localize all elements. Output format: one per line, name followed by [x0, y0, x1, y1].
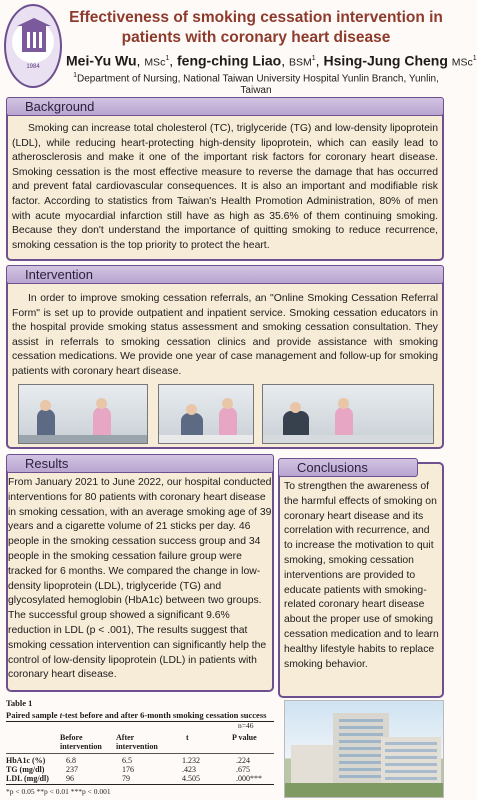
hospital-logo	[4, 4, 62, 88]
conclusions-heading: Conclusions	[278, 458, 418, 477]
table-header: After intervention	[116, 733, 158, 751]
hospital-building-photo	[284, 700, 444, 798]
author-degree: MSc	[451, 56, 473, 69]
author-name: feng-ching Liao	[177, 52, 282, 69]
table-cell: 4.505	[182, 774, 200, 783]
table-n: n=46	[238, 721, 254, 730]
intervention-text: In order to improve smoking cessation referrals, an "Online Smoking Cessation Referral Form" is set up to provide outpatient and inpatient service. Smoking cessation educators in the hospital provide smoking status assessment and smoking cessation consultation. They assist in referrals to smoking cessation clinics and provide assistance with smoking cessation medications. We provide one year of case management and follow-up for smoking patients with coronary heart disease.	[12, 293, 438, 377]
table-footnote: *p < 0.05 **p < 0.01 ***p < 0.001	[6, 787, 111, 796]
consultation-photo-1	[18, 384, 148, 444]
affiliation-sup: 1	[73, 72, 78, 79]
table-cell: 6.5	[122, 756, 132, 765]
table-cell: 79	[122, 774, 130, 783]
table-header: t	[186, 733, 189, 742]
background-text: Smoking can increase total cholesterol (TC), triglyceride (TG) and low-density lipoprotein (LDL), while reducing heart-protecting high-density lipoprotein, which can easily lead to atherosclerosis and make it one of the important risk factors for coronary heart disease. Smoking cessation is the most effective measure to reverse the damage that has occurred and prevent fatal cardiovascular consequences. It is also an important and modifiable risk factor. According to statistics from Taiwan's Health Promotion Administration, 80% of men with acute myocardial infarction still have as high as 35.6% of them continuing smoking. Because they don't understand the importance of quitting smoking to reduce recurrence, smoking cessation is the top priority to protect the heart.	[12, 123, 438, 251]
author-degree: MSc	[144, 56, 166, 69]
intervention-heading: Intervention	[6, 265, 444, 284]
table-cell: .423	[182, 765, 196, 774]
consultation-photo-3	[262, 384, 434, 444]
results-table	[6, 698, 276, 798]
results-heading: Results	[6, 454, 274, 473]
table-row-label: HbA1c (%)	[6, 756, 46, 765]
table-header: P value	[232, 733, 257, 742]
poster-title: Effectiveness of smoking cessation intervention in patients with coronary heart disease	[69, 9, 443, 46]
table-cell: 176	[122, 765, 134, 774]
author-name: Mei-Yu Wu	[66, 52, 137, 69]
table-cell: .675	[236, 765, 250, 774]
table-title: Paired sample t-test before and after 6-month smoking cessation success	[6, 710, 267, 720]
table-cell: 237	[66, 765, 78, 774]
building-icon	[22, 26, 46, 52]
table-cell: .000***	[236, 774, 262, 783]
author-sup: 1	[472, 55, 477, 62]
author-line: Mei-Yu Wu, MSc$^1$, feng-ching Liao, BSM$^1$, Hsing-Jung Cheng MSc$^1$	[66, 52, 477, 69]
table-cell: 1.232	[182, 756, 200, 765]
table-cell: .224	[236, 756, 250, 765]
table-label: Table 1	[6, 698, 33, 708]
author-degree: BSM	[289, 56, 312, 69]
background-heading: Background	[6, 97, 444, 116]
logo-year: 1984	[26, 64, 40, 70]
table-row-label: LDL (mg/dl)	[6, 774, 49, 783]
table-header: Before intervention	[60, 733, 102, 751]
consultation-photo-2	[158, 384, 254, 444]
author-sup: 1	[311, 55, 316, 62]
table-row-label: TG (mg/dl)	[6, 765, 45, 774]
author-name: Hsing-Jung Cheng	[323, 52, 448, 69]
table-cell: 6.8	[66, 756, 76, 765]
table-cell: 96	[66, 774, 74, 783]
results-text: From January 2021 to June 2022, our hospital conducted interventions for 80 patients with coronary heart disease in smoking cessation, with an average smoking age of 39 years and a cigarette volume of 21 sticks per day. 46 people in the smoking cessation success group and 34 people in the smoking cessation failure group were tracked for 6 months. We compared the change in low-density lipoprotein (LDL), triglyceride (TG) and glycosylated hemoglobin (HbA1c) between two groups. The successful group showed a significant 9.6% reduction in LDL (p < .001), The results suggest that smoking cessation intervention can significantly help the control of low-density lipoprotein (LDL) in patients with coronary heart disease.	[8, 477, 272, 681]
author-sup: 1	[165, 55, 170, 62]
affiliation	[66, 70, 446, 97]
conclusions-text: To strengthen the awareness of the harmful effects of smoking on coronary heart disease and its correlation with recurrence, and to increase the motivation to quit smoking, smoking cessation interventions are provided to educate patients with smoking-related coronary heart disease about the proper use of smoking cessation medication and to learn healthy lifestyle habits to replace smoking behavior.	[284, 481, 439, 670]
affiliation-text: Department of Nursing, National Taiwan University Hospital Yunlin Branch, Yunlin, Taiwan	[77, 73, 439, 97]
